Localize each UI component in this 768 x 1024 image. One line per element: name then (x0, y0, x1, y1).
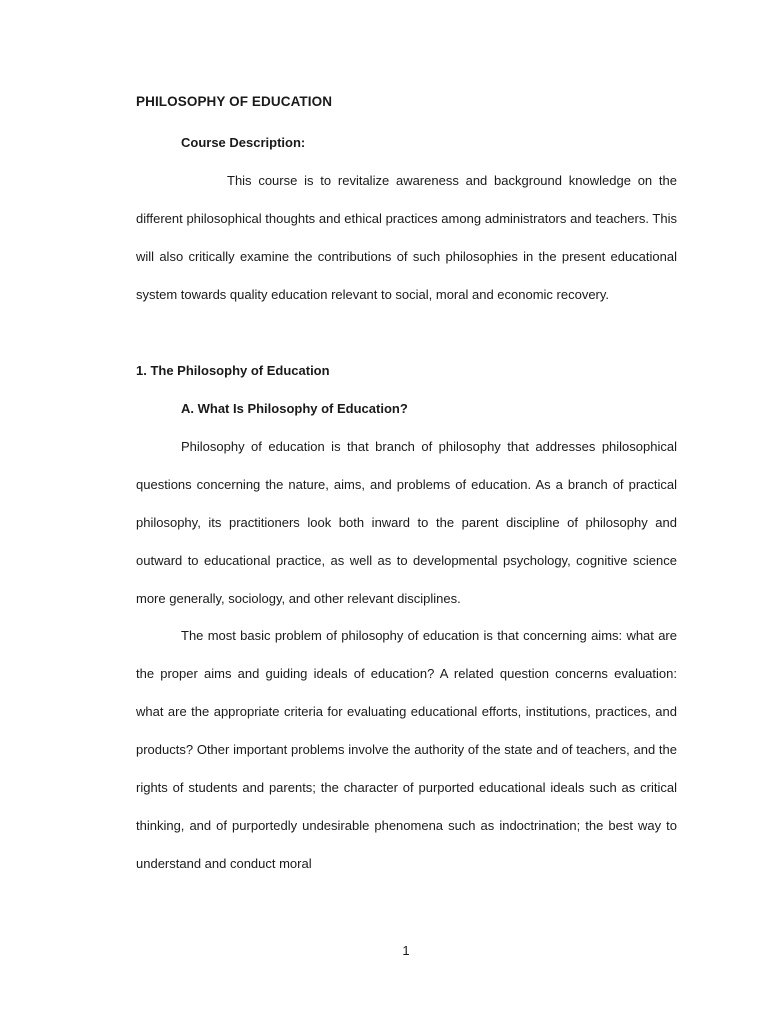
basic-problem-paragraph: The most basic problem of philosophy of education is that concerning aims: what are the proper aims and guiding ideals of education? A related question concerns evaluation: what are the appropriate criteria for evaluating educational efforts, institutions, practices, and products? Other important problems involve the authority of the state and of teachers, and the rights of students and parents; the character of purported educational ideals such as critical thinking, and of purportedly undesirable phenomena such as indoctrination; the best way to understand and conduct moral (136, 628, 677, 871)
section-1-heading: 1. The Philosophy of Education (136, 363, 330, 378)
subsection-a-heading: A. What Is Philosophy of Education? (181, 401, 408, 416)
course-description-heading: Course Description: (181, 135, 306, 150)
definition-paragraph: Philosophy of education is that branch of philosophy that addresses philosophical questions concerning the nature, aims, and problems of education. As a branch of practical philosophy, its practitioners look both inward to the parent discipline of philosophy and outward to educational practice, as well as to developmental psychology, cognitive science more generally, sociology, and other relevant disciplines. (136, 439, 677, 606)
page-number: 1 (402, 943, 410, 958)
course-description-paragraph: This course is to revitalize awareness and background knowledge on the different philosophical thoughts and ethical practices among administrators and teachers. This will also critically examine the contributions of such philosophies in the present educational system towards quality education relevant to social, moral and economic recovery. (136, 173, 677, 302)
document-title: PHILOSOPHY OF EDUCATION (136, 94, 333, 109)
